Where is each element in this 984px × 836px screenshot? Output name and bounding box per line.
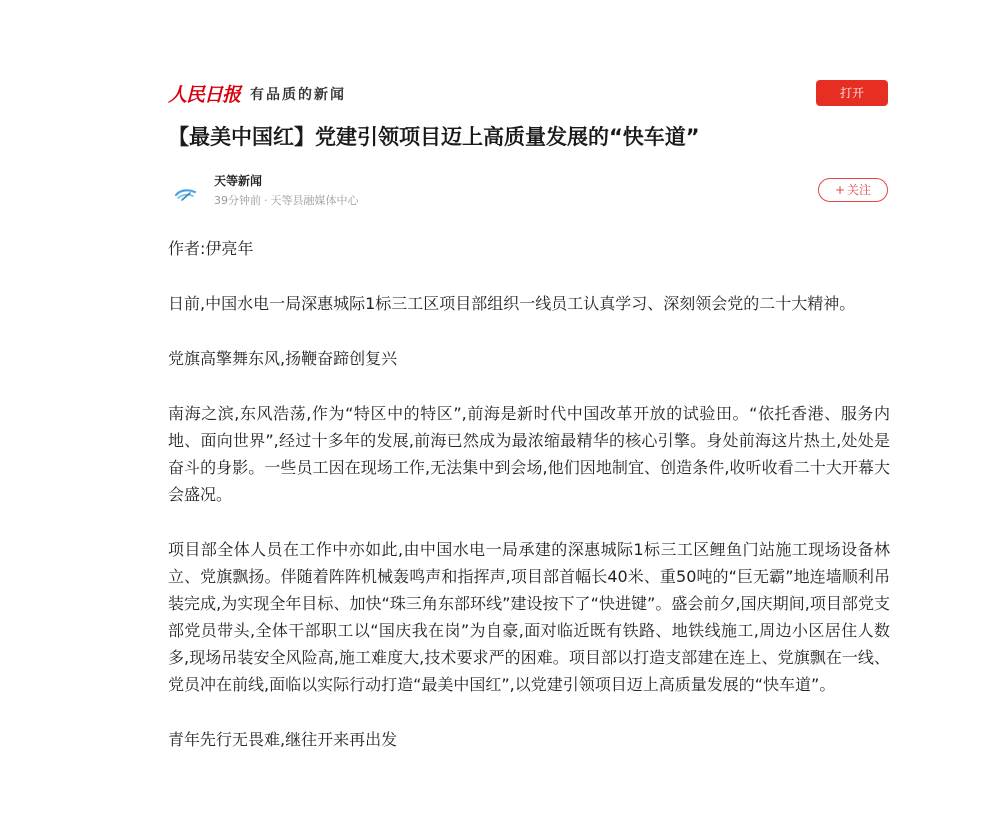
plus-icon: + [834,183,846,197]
open-app-button[interactable]: 打开 [816,80,888,106]
slogan: 有品质的新闻 [250,87,346,103]
author-row [168,172,888,210]
article-paragraph: 南海之滨,东风浩荡,作为“特区中的特区”,前海是新时代中国改革开放的试验田。“依托香港、服务内地、面向世界”,经过十多年的发展,前海已然成为最浓缩最精华的核心引擎。身处前海这片热土,处处是奋斗的身影。一些员工因在现场工作,无法集中到会场,他们因地制宜、创造条件,收听收看二十大开幕大会盛况。 [168,404,890,504]
article-paragraph: 日前,中国水电一局深惠城际1标三工区项目部组织一线员工认真学习、深刻领会党的二十大精神。 [168,294,856,313]
article-author-line: 作者:伊亮年 [168,239,254,258]
article-title: 【最美中国红】党建引领项目迈上高质量发展的“快车道” [168,125,700,149]
follow-label: 关注 [847,183,872,197]
meta-separator: · [264,194,268,207]
top-bar [168,78,888,108]
article-paragraph: 项目部全体人员在工作中亦如此,由中国水电一局承建的深惠城际1标三工区鲤鱼门站施工现场设备林立、党旗飘扬。伴随着阵阵机械轰鸣声和指挥声,项目部首幅长40米、重50吨的“巨无霸”地连墙顺利吊装完成,为实现全年目标、加快“珠三角东部环线”建设按下了“快进键”。盛会前夕,国庆期间,项目部党支部党员带头,全体干部职工以“国庆我在岗”为自豪,面对临近既有铁路、地铁线施工,周边小区居住人数多,现场吊装安全风险高,施工难度大,技术要求严的困难。项目部以打造支部建在连上、党旗飘在一线、党员冲在前线,面临以实际行动打造“最美中国红”,以党建引领项目迈上高质量发展的“快车道”。 [168,540,890,694]
article-subheading: 党旗高擎舞东风,扬鞭奋蹄创复兴 [168,349,398,368]
article-subheading: 青年先行无畏难,继往开来再出发 [168,730,398,749]
tiandeng-news-logo-icon [168,176,204,212]
peoples-daily-logo[interactable]: 人民日报 [168,84,241,106]
author-name[interactable]: 天等新闻 [214,174,263,188]
follow-button[interactable] [818,178,888,202]
author-meta [214,192,359,208]
article-body [168,235,890,781]
publish-time: 39分钟前 [214,194,261,207]
article-source: 天等县融媒体中心 [270,194,359,207]
author-avatar[interactable] [168,176,204,212]
